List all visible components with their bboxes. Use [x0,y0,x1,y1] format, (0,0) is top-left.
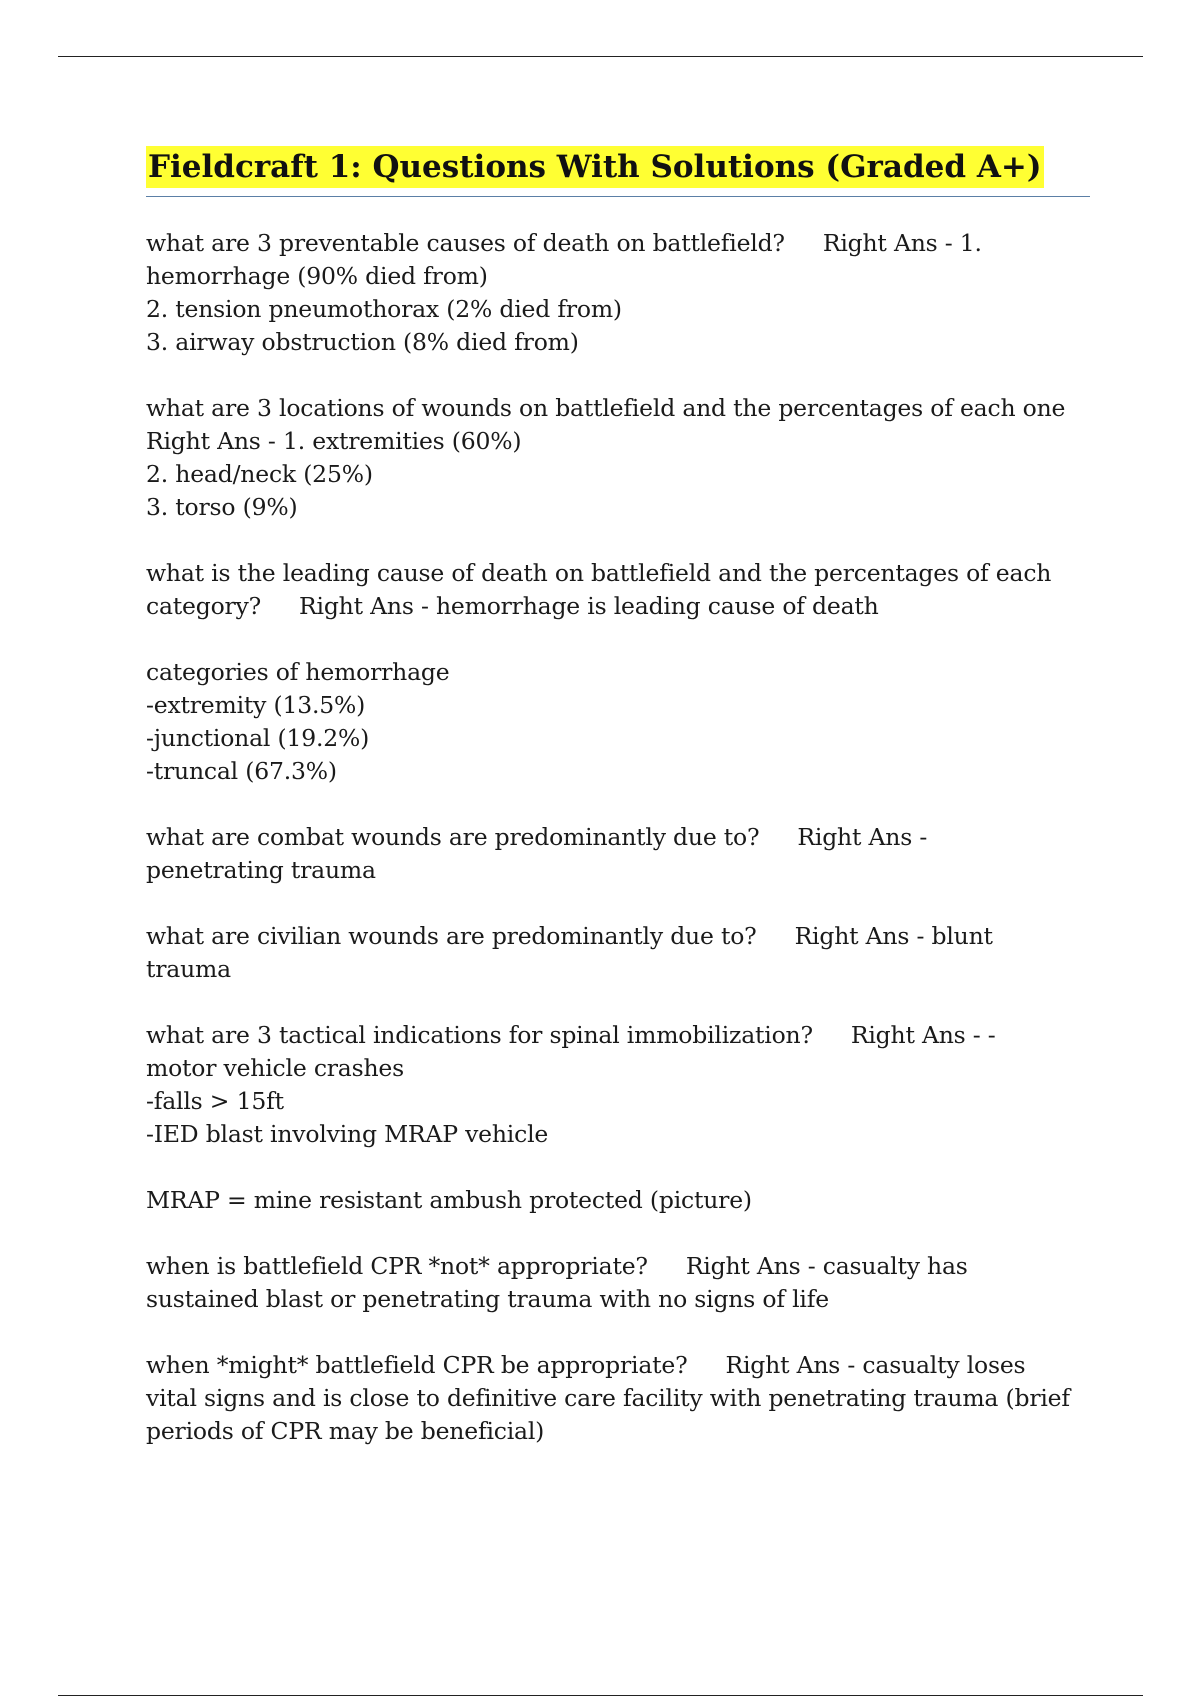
answer-line: sustained blast or penetrating trauma with no signs of life [146,1285,829,1313]
qa-item [146,392,1090,524]
bottom-rule [58,1695,1143,1696]
answer-line: -falls > 15ft [146,1087,284,1115]
question-text: what are combat wounds are predominantly due to? [146,823,760,851]
answer-line: 3. torso (9%) [146,493,298,521]
question-text: what are 3 locations of wounds on battlefield and the percentages of each one [146,394,1066,422]
answer-line: periods of CPR may be beneficial) [146,1417,545,1445]
question-text: what are civilian wounds are predominantly due to? [146,922,757,950]
answer-prefix: Right Ans - - [850,1021,996,1049]
answer-line: 2. tension pneumothorax (2% died from) [146,295,622,323]
qa-item [146,656,1090,788]
question-text: when is battlefield CPR *not* appropriate? [146,1252,648,1280]
qa-item [146,821,1090,887]
answer-line: hemorrhage (90% died from) [146,262,488,290]
answer-prefix: Right Ans - hemorrhage is leading cause of death [299,592,879,620]
answer-line: vital signs and is close to definitive care facility with penetrating trauma (brief [146,1384,1070,1412]
answer-line: -junctional (19.2%) [146,724,370,752]
qa-item [146,227,1090,359]
qa-item [146,1349,1090,1448]
question-text: category? [146,592,262,620]
qa-item [146,1184,1090,1217]
answer-prefix: Right Ans - 1. [822,229,982,257]
answer-prefix: Right Ans - [797,823,928,851]
answer-line: trauma [146,955,231,983]
answer-line: -truncal (67.3%) [146,757,337,785]
answer-line: categories of hemorrhage [146,658,450,686]
answer-line: penetrating trauma [146,856,376,884]
answer-line: 2. head/neck (25%) [146,460,373,488]
top-rule [58,56,1143,57]
qa-item [146,557,1090,623]
qa-item [146,920,1090,986]
answer-line: 3. airway obstruction (8% died from) [146,328,579,356]
qa-item [146,1250,1090,1316]
answer-line: motor vehicle crashes [146,1054,404,1082]
answer-line: MRAP = mine resistant ambush protected (picture) [146,1186,752,1214]
document-title: Fieldcraft 1: Questions With Solutions (Graded A+) [146,146,1044,188]
title-block [146,146,1090,197]
question-text: what is the leading cause of death on battlefield and the percentages of each [146,559,1052,587]
question-text: when *might* battlefield CPR be appropriate? [146,1351,688,1379]
question-text: what are 3 tactical indications for spinal immobilization? [146,1021,813,1049]
document-body [146,146,1090,1481]
qa-item [146,1019,1090,1151]
answer-prefix: Right Ans - blunt [794,922,993,950]
answer-line: -IED blast involving MRAP vehicle [146,1120,549,1148]
answer-line: -extremity (13.5%) [146,691,366,719]
answer-prefix: Right Ans - casualty has [685,1252,968,1280]
question-text: what are 3 preventable causes of death on battlefield? [146,229,785,257]
answer-prefix: Right Ans - casualty loses [725,1351,1026,1379]
answer-prefix: Right Ans - 1. extremities (60%) [146,427,522,455]
